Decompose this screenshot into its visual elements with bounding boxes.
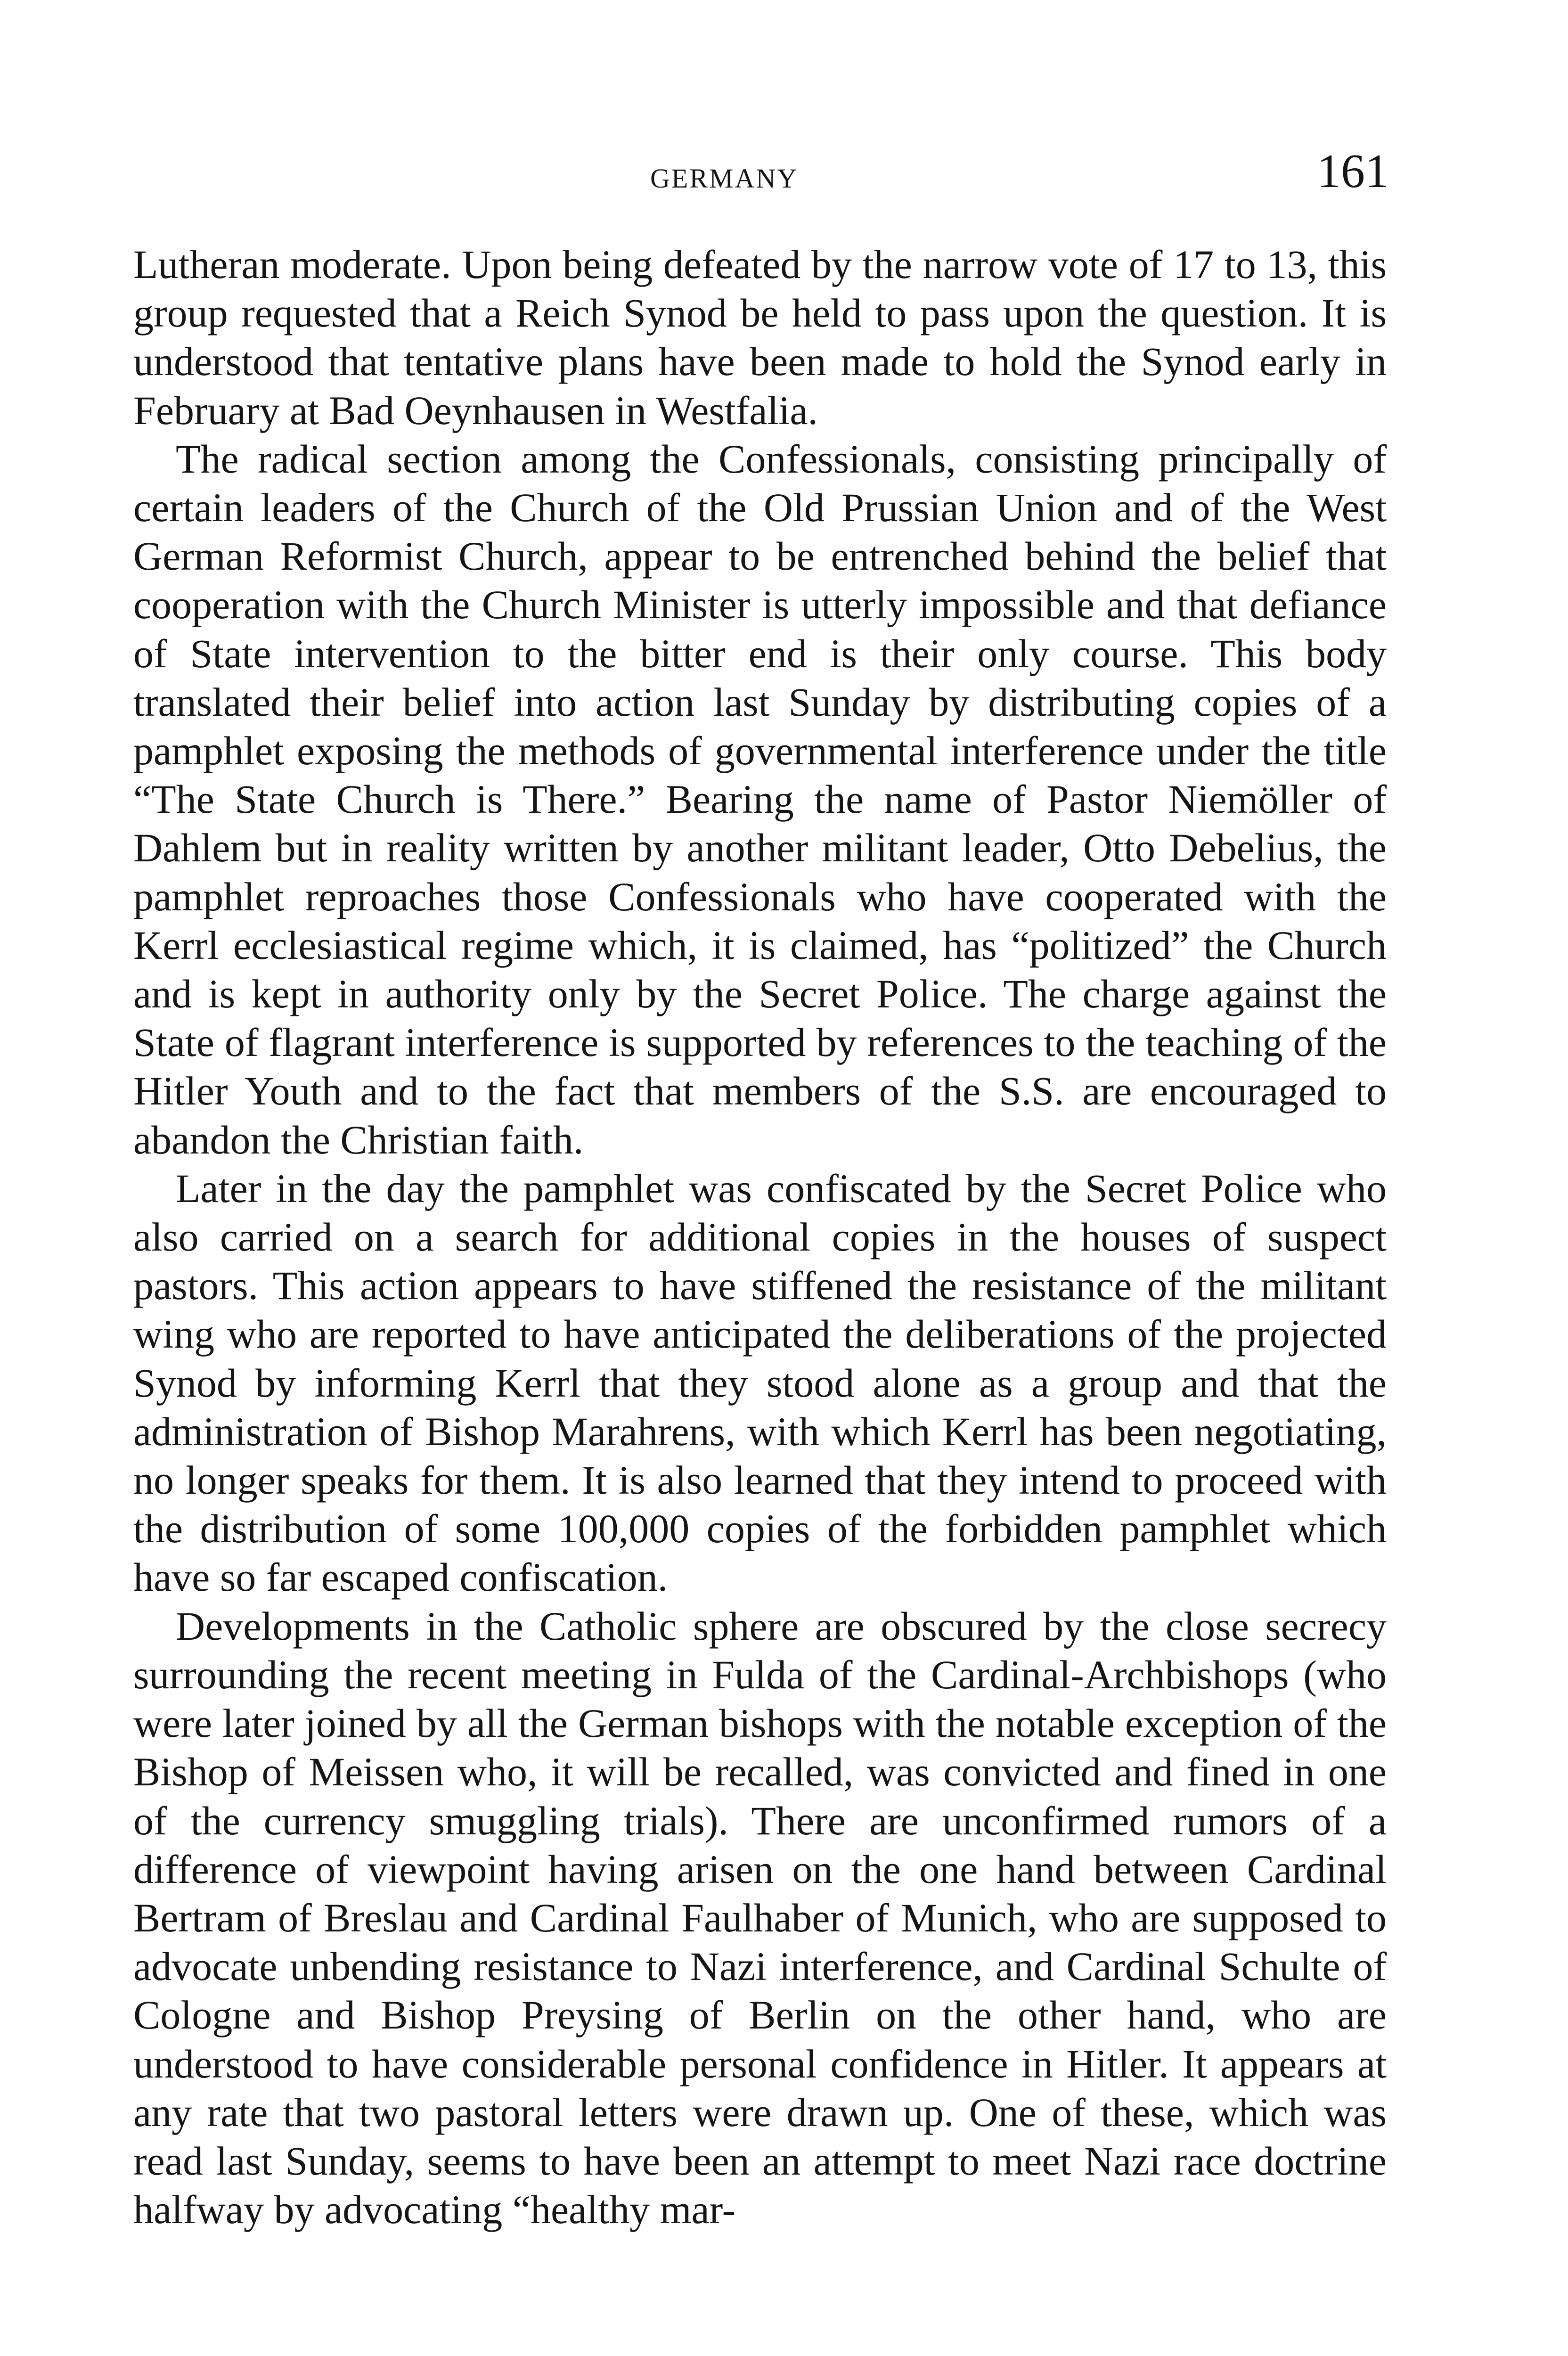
paragraph-secret-police: Later in the day the pamphlet was confiscated by the Secret Police who also carried on a search for additional copies in the houses of suspect pastors. This action appears to have stiffened the resistance of the militant wing who are reported to have anticipated the deliberations of the projected Synod by informing Kerrl that they stood alone as a group and that the administration of Bishop Marahrens, with which Kerrl has been negotiating, no longer speaks for them. It is also learned that they intend to proceed with the distribution of some 100,000 copies of the forbidden pamphlet which have so far escaped confiscation. <box>133 1165 1387 1600</box>
page-header <box>0 144 1568 205</box>
paragraph-catholic-sphere: Developments in the Catholic sphere are obscured by the close secrecy surrounding the recent meeting in Fulda of the Cardinal-Archbishops (who were later joined by all the German bishops with the notable exception of the Bishop of Meissen who, it will be recalled, was convicted and fined in one of the currency smuggling trials). There are unconfirmed rumors of a difference of viewpoint having arisen on the one hand between Cardinal Bertram of Breslau and Cardinal Faulhaber of Munich, who are supposed to advocate unbending resistance to Nazi interference, and Cardinal Schulte of Cologne and Bishop Preysing of Berlin on the other hand, who are understood to have considerable personal confidence in Hitler. It appears at any rate that two pastoral letters were drawn up. One of these, which was read last Sunday, seems to have been an attempt to meet Nazi race doctrine halfway by advocating “healthy mar- <box>133 1603 1387 2233</box>
running-head: GERMANY <box>650 163 799 194</box>
page-number: 161 <box>1317 145 1389 198</box>
paragraph-confessionals: The radical section among the Confessionals, consisting principally of certain leaders of the Church of the Old Prussian Union and of the West German Reformist Church, appear to be entrenched behind the belief that cooperation with the Church Minister is utterly impossible and that defiance of State intervention to the bitter end is their only course. This body translated their belief into action last Sunday by distributing copies of a pamphlet exposing the methods of governmental interference under the title “The State Church is There.” Bearing the name of Pastor Niemöller of Dahlem but in reality written by another militant leader, Otto Debelius, the pamphlet reproaches those Confessionals who have cooperated with the Kerrl ecclesiastical regime which, it is claimed, has “politized” the Church and is kept in authority only by the Secret Police. The charge against the State of flagrant interference is supported by references to the teaching of the Hitler Youth and to the fact that members of the S.S. are encouraged to abandon the Christian faith. <box>133 436 1387 1162</box>
paragraph-continuation: Lutheran moderate. Upon being defeated by the narrow vote of 17 to 13, this group requested that a Reich Synod be held to pass upon the question. It is understood that tentative plans have been made to hold the Synod early in February at Bad Oeynhausen in Westfalia. <box>133 242 1387 433</box>
body-text <box>133 240 1387 2234</box>
